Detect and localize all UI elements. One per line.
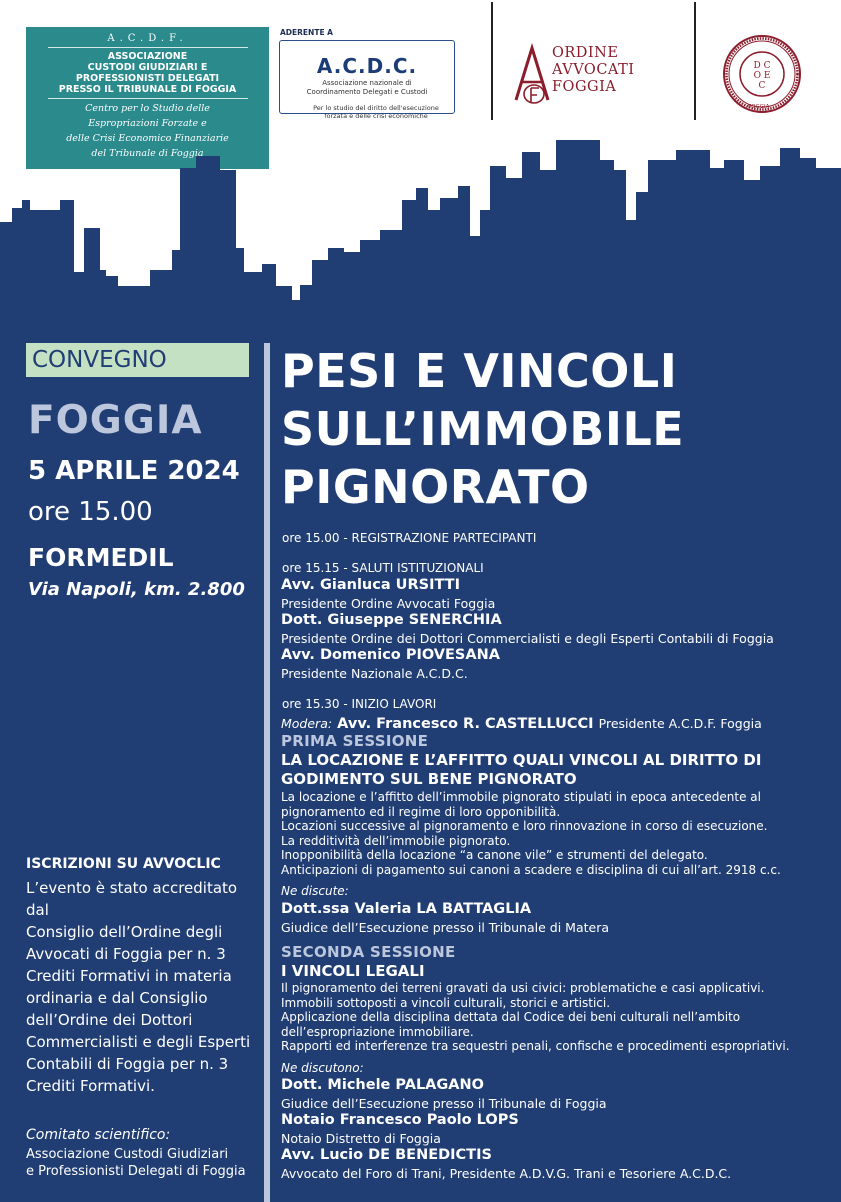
session-body (281, 790, 781, 877)
ordine-avvocati-logo (552, 45, 635, 96)
body-line: Locazioni successive al pignoramento e loro rinnovazione in corso di esecuzione. (281, 819, 768, 833)
header-divider (694, 2, 696, 120)
iscrizioni-line: Consiglio dell’Ordine degli (26, 923, 223, 941)
event-venue: FORMEDIL (28, 543, 174, 572)
comitato-line: e Professionisti Delegati di Foggia (26, 1164, 246, 1179)
moderator-role: Presidente A.C.D.F. Foggia (598, 716, 762, 731)
ordine-avvocati-emblem (512, 42, 552, 108)
acdf-association-line: ASSOCIAZIONE (107, 51, 188, 62)
discuss-label: Ne discute: (281, 884, 349, 898)
event-city: FOGGIA (28, 398, 203, 443)
acdc-name: A.C.D.C. (316, 54, 418, 78)
body-line: Immobili sottoposti a vincoli culturali, storici e artistici. (281, 995, 611, 1010)
event-type: CONVEGNO (32, 347, 167, 373)
title-line: PESI E VINCOLI (281, 344, 678, 398)
iscrizioni-line: Avvocati di Foggia per n. 3 (26, 945, 226, 963)
moderator (281, 713, 762, 732)
body-line: dell’espropriazione immobiliare. (281, 1024, 474, 1039)
moderator-name: Avv. Francesco R. CASTELLUCCI (337, 716, 594, 732)
event-type-banner (26, 343, 249, 377)
event-address: Via Napoli, km. 2.800 (28, 579, 245, 600)
title-line: PIGNORATO (281, 460, 590, 514)
acdf-association-line: PROFESSIONISTI DELEGATI (75, 73, 220, 84)
speaker-role: Avvocato del Foro di Trani, Presidente A.D.V.G. Trani e Tesoriere A.C.D.C. (281, 1166, 732, 1181)
event-time: ore 15.00 (28, 497, 153, 527)
comitato-body (26, 1146, 261, 1180)
iscrizioni-line: Crediti Formativi in materia (26, 967, 232, 985)
odcec-foot: FOGGIA (748, 104, 770, 110)
body-line: pignoramento ed il regime di loro opponibilità. (281, 804, 561, 819)
iscrizioni-line: Crediti Formativi. (26, 1077, 155, 1095)
acdc-subtitle-line: Coordinamento Delegati e Custodi (306, 88, 428, 96)
ordine-line: FOGGIA (552, 79, 617, 95)
acdc-note (301, 104, 451, 120)
acdf-centro-line: del Tribunale di Foggia (91, 148, 204, 159)
session-heading: I VINCOLI LEGALI (281, 962, 425, 980)
ordine-line: AVVOCATI (552, 62, 635, 78)
title-line: SULL’IMMOBILE (281, 402, 685, 456)
acdc-note-line: Per lo studio del diritto dell'esecuzione (313, 104, 439, 112)
speaker-name: Dott.ssa Valeria LA BATTAGLIA (281, 901, 532, 917)
aderente-label: ADERENTE A (280, 28, 333, 37)
session-body (281, 981, 790, 1054)
event-date: 5 APRILE 2024 (28, 456, 240, 486)
acdf-association-line: PRESSO IL TRIBUNALE DI FOGGIA (58, 84, 237, 95)
acdf-centro-line: Espropriazioni Forzate e (88, 118, 207, 129)
acdc-logo (279, 40, 455, 114)
session-label: SECONDA SESSIONE (281, 943, 456, 961)
session-label: PRIMA SESSIONE (281, 732, 429, 750)
moderator-label: Modera: (281, 716, 333, 731)
odcec-seal (722, 34, 802, 114)
body-line: Rapporti ed interferenze tra sequestri penali, confische e procedimenti espropriativi. (281, 1039, 790, 1053)
speaker-role: Presidente Nazionale A.C.D.C. (281, 666, 468, 681)
city-skyline (0, 140, 841, 350)
acdf-monogram: A.C.D.F. (107, 33, 188, 44)
svg-text:O E: O E (753, 71, 771, 81)
speaker-name: Notaio Francesco Paolo LOPS (281, 1112, 519, 1128)
divider-bar (264, 343, 270, 1202)
svg-text:C: C (758, 81, 766, 91)
comitato-label: Comitato scientifico: (26, 1127, 171, 1143)
svg-text:D C: D C (753, 61, 771, 71)
start-time: ore 15.30 - INIZIO LAVORI (282, 697, 437, 711)
acdc-subtitle-line: Associazione nazionale di (322, 79, 412, 87)
iscrizioni-line: ordinaria e dal Consiglio (26, 989, 208, 1007)
iscrizioni-line: Contabili di Foggia per n. 3 (26, 1055, 229, 1073)
session-heading: LA LOCAZIONE E L’AFFITTO QUALI VINCOLI AL DIRITTO DI (281, 751, 762, 769)
acdf-association-line: CUSTODI GIUDIZIARI E (87, 62, 208, 73)
body-line: Inopponibilità della locazione “a canone vile” e strumenti del delegato. (281, 848, 708, 862)
speaker-role: Presidente Ordine dei Dottori Commercialisti e degli Esperti Contabili di Foggia (281, 631, 774, 646)
speaker-name: Avv. Lucio DE BENEDICTIS (281, 1147, 492, 1163)
iscrizioni-line: Commercialisti e degli Esperti (26, 1033, 251, 1051)
body-line: Anticipazioni di pagamento sui canoni a scadere e disciplina di cui all’art. 2918 c.c. (281, 862, 781, 877)
body-line: Il pignoramento dei terreni gravati da usi civici: problematiche e casi applicativi. (281, 981, 765, 995)
event-title (281, 342, 684, 516)
body-line: La redditività dell’immobile pignorato. (281, 833, 511, 848)
speaker-name: Dott. Giuseppe SENERCHIA (281, 612, 502, 628)
iscrizioni-line: L’evento è stato accreditato dal (26, 879, 238, 919)
comitato-line: Associazione Custodi Giudiziari (26, 1147, 229, 1162)
speaker-role: Giudice dell’Esecuzione presso il Tribunale di Matera (281, 920, 609, 935)
body-line: La locazione e l’affitto dell’immobile pignorato stipulati in epoca antecedente al (281, 790, 761, 804)
speaker-name: Dott. Michele PALAGANO (281, 1077, 484, 1093)
header-divider (491, 2, 493, 120)
speaker-role: Presidente Ordine Avvocati Foggia (281, 596, 496, 611)
iscrizioni-body (26, 877, 258, 1097)
acdf-centro-line: Centro per lo Studio delle (85, 103, 210, 114)
speaker-role: Giudice dell’Esecuzione presso il Tribunale di Foggia (281, 1096, 607, 1111)
discuss-label: Ne discutono: (281, 1061, 364, 1075)
session-heading: GODIMENTO SUL BENE PIGNORATO (281, 770, 577, 788)
registration-time: ore 15.00 - REGISTRAZIONE PARTECIPANTI (282, 531, 537, 545)
acdf-centro-line: delle Crisi Economico Finanziarie (66, 133, 229, 144)
speaker-name: Avv. Domenico PIOVESANA (281, 647, 500, 663)
iscrizioni-line: dell’Ordine dei Dottori (26, 1011, 193, 1029)
speaker-name: Avv. Gianluca URSITTI (281, 577, 460, 593)
speaker-role: Notaio Distretto di Foggia (281, 1131, 441, 1146)
body-line: Applicazione della disciplina dettata dal Codice dei beni culturali nell’ambito (281, 1010, 741, 1024)
acdc-note-line: forzata e delle crisi economiche (324, 112, 428, 120)
iscrizioni-title: ISCRIZIONI SU AVVOCLIC (26, 856, 221, 872)
greetings-time: ore 15.15 - SALUTI ISTITUZIONALI (282, 561, 484, 575)
ordine-line: ORDINE (552, 45, 619, 61)
